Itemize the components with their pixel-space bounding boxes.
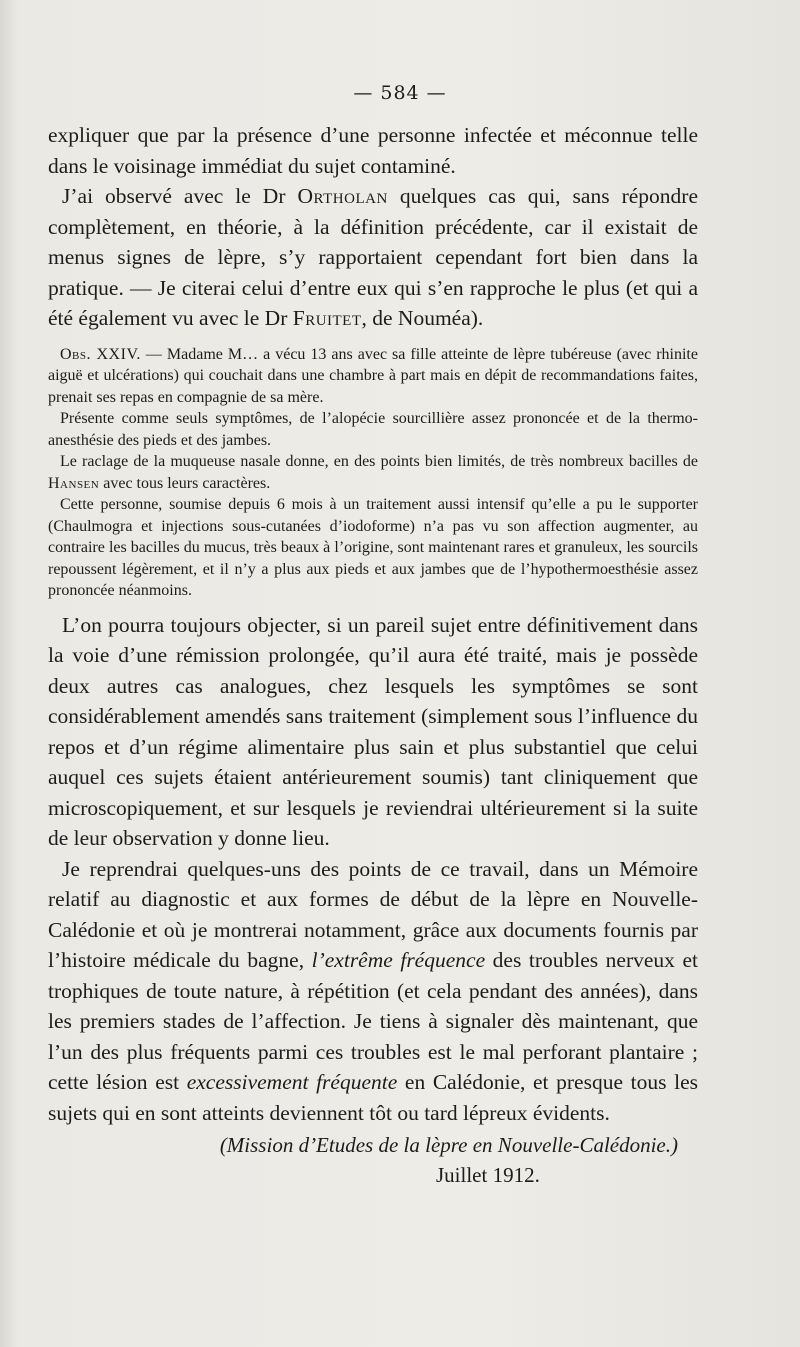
page-number: — 584 — bbox=[353, 82, 447, 104]
observation-para-1 bbox=[48, 344, 698, 409]
paragraph-1: expliquer que par la présence d’une personne infectée et méconnue telle dans le voisinage immédiat du sujet contaminé. bbox=[48, 123, 698, 178]
observation-text-3a: Le raclage de la muqueuse nasale donne, en des points bien limités, de très nombreux bacilles de bbox=[60, 453, 698, 470]
paragraph-2-text-a: J’ai observé avec le Dr bbox=[62, 184, 298, 208]
emphasis-extreme-frequence: l’extrême fréquence bbox=[311, 948, 486, 972]
observation-para-2: Présente comme seuls symptômes, de l’alopécie sourcillière assez prononcée et de la thermo-anesthésie des pieds et des jambes. bbox=[48, 410, 698, 449]
observation-title: Obs. XXIV. bbox=[60, 345, 141, 363]
paragraph-4-text-b: des troubles nerveux et trophiques de toute nature, à répétition (et cela pendant des années), dans les premiers stades de l’affection. Je tiens à signaler dès maintenant, que l’un des plus fréquents parmi ces troubles est le mal perforant plantaire ; cette lésion est bbox=[48, 948, 698, 1094]
observation-para-4: Cette personne, soumise depuis 6 mois à un traitement aussi intensif qu’elle a pu le supporter (Chaulmogra et injections sous-cutanées d’iodoforme) n’a pas vu son affection augmenter, au contraire les bacilles du mucus, très beaux à l’origine, sont maintenant rares et granuleux, les sourcils repoussent légèrement, et il n’y a plus aux pieds et aux jambes que de l’hypothermoesthésie assez prononcée néanmoins. bbox=[48, 496, 698, 599]
paragraph-4 bbox=[48, 854, 698, 1129]
author-name-fruitet: Fruitet bbox=[292, 306, 362, 330]
paragraph-3: L’on pourra toujours objecter, si un pareil sujet entre définitivement dans la voie d’une rémission prolongée, qu’il aura été traité, mais je possède deux autres cas analogues, chez lesquels les symptômes se sont considérablement amendés sans traitement (simplement sous l’influence du repos et d’un régime alimentaire plus sain et plus substantiel que celui auquel ces sujets étaient antérieurement soumis) tant cliniquement que microscopiquement, et sur lesquels je reviendrai ultérieurement si la suite de leur observation y donne lieu. bbox=[48, 612, 698, 850]
paragraph-4-text-c: en Calédonie, et presque tous les sujets qui en sont atteints deviennent tôt ou tard lépreux évidents. bbox=[48, 1070, 698, 1125]
author-name-ortholan: Ortholan bbox=[297, 184, 388, 208]
document-date: Juillet 1912. bbox=[436, 1163, 540, 1187]
emphasis-excessivement-frequente: excessivement fréquente bbox=[186, 1070, 398, 1094]
paragraph-2 bbox=[48, 181, 698, 334]
bacillus-name-hansen: Hansen bbox=[48, 474, 100, 492]
observation-block bbox=[48, 344, 698, 602]
observation-text-3b: avec tous leurs caractères. bbox=[99, 474, 271, 492]
page-body bbox=[48, 120, 698, 1190]
paragraph-4-text-a: Je reprendrai quelques-uns des points de ce travail, dans un Mémoire relatif au diagnostic et aux formes de début de la lèpre en Nouvelle-Calédonie et où je montrerai notamment, grâce aux documents fournis par l’histoire médicale du bagne, bbox=[48, 856, 698, 972]
mission-signature: (Mission d’Etudes de la lèpre en Nouvelle-Calédonie.) bbox=[219, 1133, 678, 1157]
paragraph-2-text-c: , de Nouméa). bbox=[361, 306, 484, 330]
observation-para-3 bbox=[48, 451, 698, 494]
observation-text-1: — Madame M… a vécu 13 ans avec sa fille atteinte de lèpre tubéreuse (avec rhinite aiguë et ulcérations) qui couchait dans une chambre à part mais en dépit de recommandations faites, prenait ses repas en compagnie de sa mère. bbox=[48, 345, 698, 406]
paragraph-2-text-b: quelques cas qui, sans répondre complètement, en théorie, à la définition précédente, car il existait de menus signes de lèpre, s’y rapportaient cependant fort bien dans la pratique. — Je citerai celui d’entre eux qui s’en rapproche le plus (et qui a été également vu avec le Dr bbox=[48, 184, 698, 330]
